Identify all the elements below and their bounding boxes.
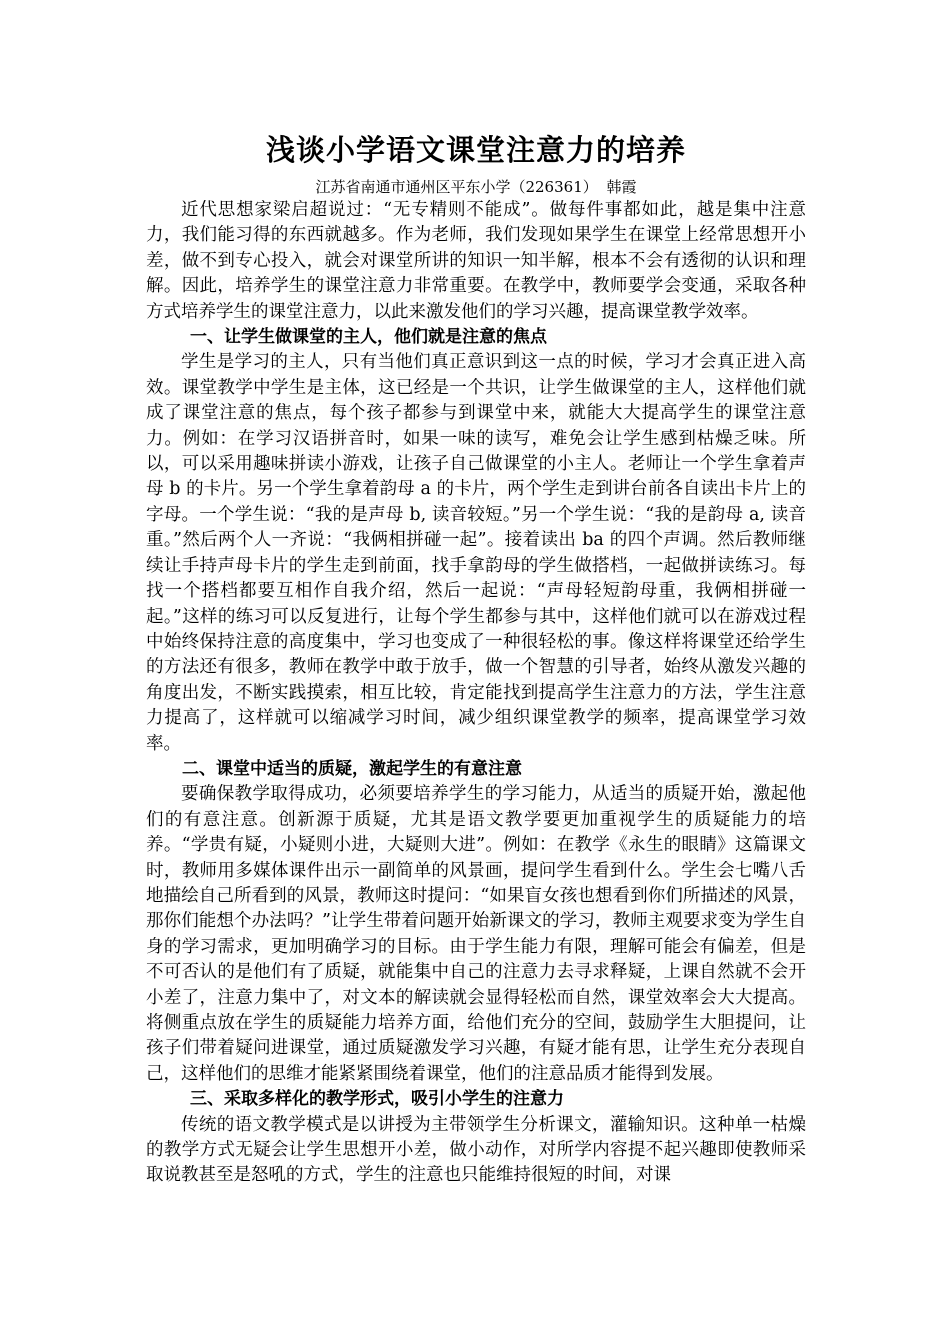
section-2-heading: 二、课堂中适当的质疑，激起学生的有意注意	[182, 758, 522, 779]
section-1-body: 学生是学习的主人，只有当他们真正意识到这一点的时候，学习才会真正进入高效。课堂教学中学生是主体，这已经是一个共识，让学生做课堂的主人，这样他们就成了课堂注意的焦点，每个孩子都参与到课堂中来，就能大大提高学生的课堂注意力。例如：在学习汉语拼音时，如果一味的读写，难免会让学生感到枯燥乏味。所以，可以采用趣味拼读小游戏，让孩子自己做课堂的小主人。老师让一个学生拿着声母 b 的卡片。另一个学生拿着韵母 a 的卡片，两个学生走到讲台前各自读出卡片上的字母。一个学生说：“我的是声母 b, 读音较短。”另一个学生说：“我的是韵母 a, 读音重。”然后两个人一齐说：“我俩相拼碰一起”。接着读出 ba 的四个声调。然后教师继续让手持声母卡片的学生走到前面，找手拿韵母的学生做搭档，一起做拼读练习。每找一个搭档都要互相作自我介绍，然后一起说：“声母轻短韵母重，我俩相拼碰一起。”这样的练习可以反复进行，让每个学生都参与其中，这样他们就可以在游戏过程中始终保持注意的高度集中，学习也变成了一种很轻松的事。像这样将课堂还给学生的方法还有很多，教师在教学中敢于放手，做一个智慧的引导者，始终从激发兴趣的角度出发，不断实践摸索，相互比较，肯定能找到提高学生注意力的方法，学生注意力提高了，这样就可以缩减学习时间，减少组织课堂教学的频率，提高课堂学习效率。	[146, 352, 806, 754]
section-3-heading: 三、采取多样化的教学形式，吸引小学生的注意力	[190, 1089, 564, 1110]
section-2-body: 要确保教学取得成功，必须要培养学生的学习能力，从适当的质疑开始，激起他们的有意注意。创新源于质疑，尤其是语文教学要更加重视学生的质疑能力的培养。“学贵有疑，小疑则小进，大疑则大进”。例如：在教学《永生的眼睛》这篇课文时，教师用多媒体课件出示一副简单的风景画，提问学生看到什么。学生会七嘴八舌地描绘自己所看到的风景，教师这时提问：“如果盲女孩也想看到你们所描述的风景，那你们能想个办法吗？”让学生带着问题开始新课文的学习，教师主观要求变为学生自身的学习需求，更加明确学习的目标。由于学生能力有限，理解可能会有偏差，但是不可否认的是他们有了质疑，就能集中自己的注意力去寻求释疑，上课自然就不会开小差了，注意力集中了，对文本的解读就会显得轻松而自然，课堂效率会大大提高。将侧重点放在学生的质疑能力培养方面，给他们充分的空间，鼓励学生大胆提问，让孩子们带着疑问进课堂，通过质疑激发学习兴趣，有疑才能有思，让学生充分表现自己，这样他们的思维才能紧紧围绕着课堂，他们的注意品质才能得到发展。	[146, 784, 806, 1084]
byline	[146, 176, 806, 198]
article-title: 浅谈小学语文课堂注意力的培养	[265, 133, 686, 167]
section-3-body: 传统的语文教学模式是以讲授为主带领学生分析课文，灌输知识。这种单一枯燥的教学方式无疑会让学生思想开小差，做小动作，对所学内容提不起兴趣即使教师采取说教甚至是怒吼的方式，学生的注意也只能维持很短的时间，对课	[146, 1114, 806, 1186]
section-1-heading: 一、让学生做课堂的主人，他们就是注意的焦点	[190, 327, 547, 348]
author-affiliation: 江苏省南通市通州区平东小学（226361）	[315, 178, 598, 196]
intro-paragraph: 近代思想家梁启超说过：“无专精则不能成”。做每件事都如此，越是集中注意力，我们能习得的东西就越多。作为老师，我们发现如果学生在课堂上经常思想开小差，做不到专心投入，就会对课堂所讲的知识一知半解，根本不会有透彻的认识和理解。因此，培养学生的课堂注意力非常重要。在教学中，教师要学会变通，采取各种方式培养学生的课堂注意力，以此来激发他们的学习兴趣，提高课堂教学效率。	[146, 200, 806, 322]
author-name: 韩霞	[606, 178, 637, 196]
document-page	[146, 128, 806, 1189]
